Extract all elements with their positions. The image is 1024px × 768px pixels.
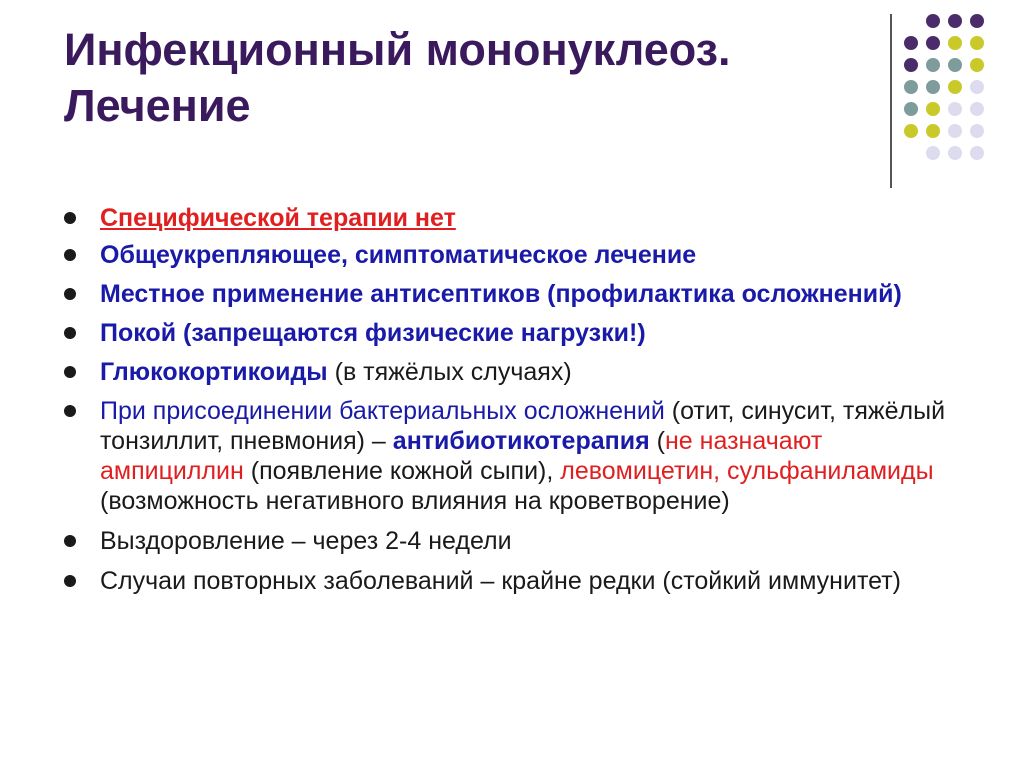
- decorative-dot: [904, 124, 918, 138]
- decorative-dot: [948, 124, 962, 138]
- hematopoiesis-note: (возможность негативного влияния на кроветворение): [100, 487, 730, 515]
- title-divider: [890, 14, 892, 188]
- no-specific-therapy: Специфической терапии нет: [100, 204, 456, 232]
- decorative-dot: [948, 102, 962, 116]
- list-item: [64, 357, 964, 387]
- decorative-dot: [970, 146, 984, 160]
- bullet-list: [64, 203, 964, 596]
- bullet-icon: [64, 366, 76, 378]
- decorative-dot: [926, 102, 940, 116]
- decorative-dot: [970, 14, 984, 28]
- decorative-dot: [970, 102, 984, 116]
- decorative-dot: [926, 36, 940, 50]
- title-line-2: Лечение: [64, 80, 251, 131]
- complications-list: (отит, синусит, тяжёлый тонзиллит, пневмония) –: [100, 397, 946, 455]
- recovery-time: Выздоровление – через 2-4 недели: [100, 527, 512, 555]
- bullet-icon: [64, 212, 76, 224]
- glucocorticoids-label: Глюкокортикоиды: [100, 358, 328, 386]
- decorative-dot: [926, 80, 940, 94]
- decorative-dot: [926, 124, 940, 138]
- list-item: [64, 203, 964, 233]
- bullet-icon: [64, 405, 76, 417]
- bullet-icon: [64, 535, 76, 547]
- bullet-icon: [64, 249, 76, 261]
- decorative-dot: [904, 36, 918, 50]
- decorative-dot: [904, 102, 918, 116]
- decorative-dot: [926, 14, 940, 28]
- list-item: [64, 526, 964, 556]
- decorative-dot: [970, 80, 984, 94]
- decorative-dot: [926, 58, 940, 72]
- decorative-dot: [948, 58, 962, 72]
- bullet-icon: [64, 288, 76, 300]
- list-item: [64, 396, 964, 516]
- antibiotic-therapy: антибиотикотерапия: [392, 427, 650, 455]
- glucocorticoids-note: (в тяжёлых случаях): [327, 358, 572, 386]
- list-item: [64, 279, 964, 309]
- decorative-dot: [970, 58, 984, 72]
- decorative-dot: [970, 124, 984, 138]
- decorative-dot: [948, 14, 962, 28]
- title-line-1: Инфекционный мононуклеоз.: [64, 24, 731, 75]
- decorative-dot: [948, 36, 962, 50]
- decorative-dot: [970, 36, 984, 50]
- bacterial-complications: При присоединении бактериальных осложнений: [100, 397, 665, 425]
- local-antiseptics: Местное применение антисептиков (профилактика осложнений): [100, 280, 902, 308]
- slide-title: [64, 22, 884, 134]
- decorative-dot: [904, 80, 918, 94]
- decorative-dot: [948, 80, 962, 94]
- decorative-dot-grid: [904, 14, 1014, 164]
- decorative-dot: [948, 146, 962, 160]
- repeat-cases: Случаи повторных заболеваний – крайне редки (стойкий иммунитет): [100, 567, 901, 595]
- levomycetin-sulfonamides: левомицетин, сульфаниламиды: [560, 457, 934, 485]
- paren-open: (: [649, 427, 665, 455]
- no-ampicillin: не назначают ампициллин: [100, 427, 823, 485]
- decorative-dot: [904, 58, 918, 72]
- bullet-icon: [64, 575, 76, 587]
- list-item: [64, 240, 964, 270]
- bullet-icon: [64, 327, 76, 339]
- list-item: [64, 318, 964, 348]
- rash-note: (появление кожной сыпи),: [243, 457, 561, 485]
- symptomatic-treatment: Общеукрепляющее, симптоматическое лечение: [100, 241, 697, 269]
- decorative-dot: [926, 146, 940, 160]
- rest-restriction: Покой (запрещаются физические нагрузки!): [100, 319, 646, 347]
- list-item: [64, 566, 964, 596]
